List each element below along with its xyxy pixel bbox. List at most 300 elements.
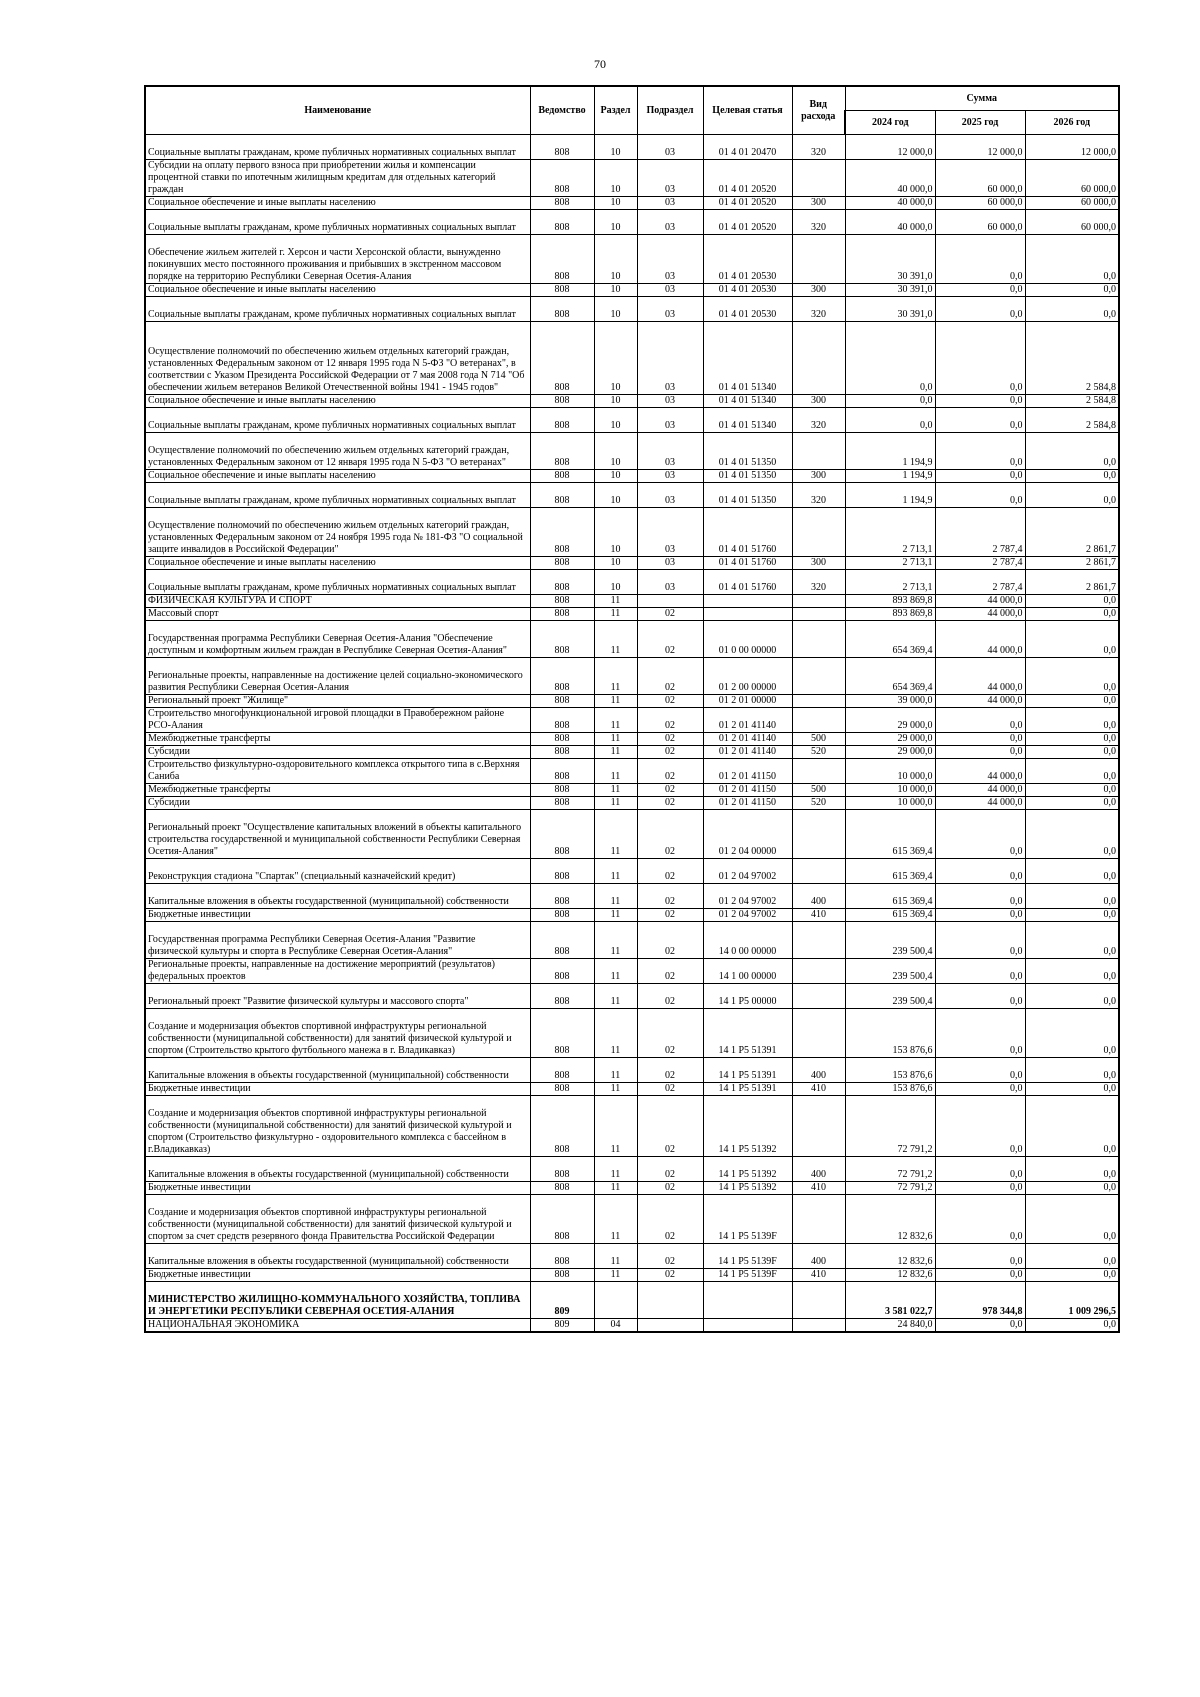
cell-target: 01 2 04 97002: [703, 859, 792, 884]
cell-name: Капитальные вложения в объекты государственной (муниципальной) собственности: [145, 1058, 530, 1083]
cell-name: Социальные выплаты гражданам, кроме публичных нормативных социальных выплат: [145, 483, 530, 508]
cell-2024: 29 000,0: [845, 708, 935, 733]
cell-subsection: 03: [637, 508, 703, 557]
cell-2025: 0,0: [935, 322, 1025, 395]
cell-dept: 808: [530, 859, 594, 884]
cell-2025: 60 000,0: [935, 197, 1025, 210]
cell-2026: 0,0: [1025, 959, 1119, 984]
cell-2026: 0,0: [1025, 784, 1119, 797]
cell-name: Социальное обеспечение и иные выплаты населению: [145, 470, 530, 483]
cell-target: 01 4 01 51350: [703, 470, 792, 483]
cell-name: МИНИСТЕРСТВО ЖИЛИЩНО-КОММУНАЛЬНОГО ХОЗЯЙСТВА, ТОПЛИВА И ЭНЕРГЕТИКИ РЕСПУБЛИКИ СЕВЕРНАЯ ОСЕТИЯ-АЛАНИЯ: [145, 1282, 530, 1319]
cell-2025: 0,0: [935, 1195, 1025, 1244]
cell-2025: 0,0: [935, 1058, 1025, 1083]
cell-target: 01 2 00 00000: [703, 658, 792, 695]
cell-subsection: 02: [637, 695, 703, 708]
cell-2026: 0,0: [1025, 595, 1119, 608]
cell-target: 01 2 01 41140: [703, 708, 792, 733]
cell-2026: 0,0: [1025, 433, 1119, 470]
cell-2025: 0,0: [935, 922, 1025, 959]
cell-dept: 808: [530, 570, 594, 595]
cell-section: 11: [594, 1009, 637, 1058]
cell-2024: 239 500,4: [845, 959, 935, 984]
cell-dept: 808: [530, 595, 594, 608]
col-header-name: Наименование: [145, 86, 530, 135]
cell-2025: 44 000,0: [935, 784, 1025, 797]
table-row: [145, 1244, 1119, 1269]
cell-subsection: 03: [637, 235, 703, 284]
cell-section: 10: [594, 135, 637, 160]
cell-expense: 410: [792, 1182, 845, 1195]
cell-name: Субсидии: [145, 746, 530, 759]
cell-2024: 0,0: [845, 322, 935, 395]
cell-target: 14 1 P5 51392: [703, 1157, 792, 1182]
cell-name: Реконструкция стадиона "Спартак" (специальный казначейский кредит): [145, 859, 530, 884]
cell-2025: 978 344,8: [935, 1282, 1025, 1319]
cell-name: Государственная программа Республики Северная Осетия-Алания "Обеспечение доступным и комфортным жильем граждан в Республике Северная Осетия-Алания": [145, 621, 530, 658]
cell-name: Социальные выплаты гражданам, кроме публичных нормативных социальных выплат: [145, 570, 530, 595]
cell-name: Строительство многофункциональной игровой площадки в Правобережном районе РСО-Алания: [145, 708, 530, 733]
cell-2025: 0,0: [935, 746, 1025, 759]
table-row: [145, 733, 1119, 746]
cell-section: 10: [594, 433, 637, 470]
cell-2025: 0,0: [935, 959, 1025, 984]
cell-section: 10: [594, 483, 637, 508]
cell-2026: 0,0: [1025, 1009, 1119, 1058]
col-header-2026: 2026 год: [1025, 111, 1119, 135]
cell-2026: 60 000,0: [1025, 210, 1119, 235]
cell-2026: 2 861,7: [1025, 570, 1119, 595]
cell-expense: 320: [792, 210, 845, 235]
cell-subsection: 02: [637, 884, 703, 909]
cell-2024: 10 000,0: [845, 784, 935, 797]
cell-target: 01 4 01 20470: [703, 135, 792, 160]
cell-section: 11: [594, 1182, 637, 1195]
cell-expense: 320: [792, 135, 845, 160]
cell-name: Осуществление полномочий по обеспечению жильем отдельных категорий граждан, установленных Федеральным законом от 24 ноября 1995 года № 181-ФЗ "О социальной защите инвалидов в Российской Федерации": [145, 508, 530, 557]
cell-section: 11: [594, 658, 637, 695]
cell-expense: [792, 759, 845, 784]
cell-2026: 2 584,8: [1025, 395, 1119, 408]
cell-expense: [792, 984, 845, 1009]
cell-subsection: 02: [637, 1182, 703, 1195]
cell-subsection: 03: [637, 322, 703, 395]
cell-2025: 44 000,0: [935, 658, 1025, 695]
cell-expense: 300: [792, 395, 845, 408]
table-row: [145, 508, 1119, 557]
cell-dept: 808: [530, 708, 594, 733]
cell-name: Массовый спорт: [145, 608, 530, 621]
cell-subsection: 02: [637, 810, 703, 859]
cell-dept: 808: [530, 135, 594, 160]
cell-subsection: 03: [637, 570, 703, 595]
cell-expense: [792, 859, 845, 884]
cell-name: Региональные проекты, направленные на достижение целей социально-экономического развития Республики Северная Осетия-Алания: [145, 658, 530, 695]
table-row: [145, 570, 1119, 595]
cell-2024: 39 000,0: [845, 695, 935, 708]
cell-dept: 808: [530, 797, 594, 810]
cell-subsection: 03: [637, 433, 703, 470]
cell-2026: 0,0: [1025, 658, 1119, 695]
cell-expense: 400: [792, 1058, 845, 1083]
cell-2026: 0,0: [1025, 759, 1119, 784]
cell-2024: 72 791,2: [845, 1157, 935, 1182]
cell-subsection: 03: [637, 408, 703, 433]
cell-name: Межбюджетные трансферты: [145, 784, 530, 797]
cell-2025: 0,0: [935, 433, 1025, 470]
cell-expense: [792, 1319, 845, 1333]
cell-expense: [792, 1195, 845, 1244]
cell-subsection: 02: [637, 909, 703, 922]
page-number: 70: [594, 57, 606, 71]
cell-section: 10: [594, 408, 637, 433]
cell-name: Бюджетные инвестиции: [145, 1182, 530, 1195]
cell-expense: [792, 433, 845, 470]
cell-target: 01 2 04 97002: [703, 909, 792, 922]
cell-section: 10: [594, 197, 637, 210]
cell-2026: 0,0: [1025, 1157, 1119, 1182]
cell-dept: 808: [530, 395, 594, 408]
cell-2024: 12 832,6: [845, 1244, 935, 1269]
table-body: [145, 135, 1119, 1333]
cell-2025: 0,0: [935, 1269, 1025, 1282]
cell-2025: 0,0: [935, 235, 1025, 284]
cell-subsection: 03: [637, 284, 703, 297]
cell-subsection: 02: [637, 733, 703, 746]
cell-2025: 0,0: [935, 884, 1025, 909]
cell-2026: 0,0: [1025, 810, 1119, 859]
cell-expense: [792, 695, 845, 708]
table-row: [145, 135, 1119, 160]
cell-2024: 40 000,0: [845, 160, 935, 197]
cell-expense: 300: [792, 470, 845, 483]
cell-target: 14 1 P5 51391: [703, 1058, 792, 1083]
cell-dept: 808: [530, 984, 594, 1009]
cell-section: 04: [594, 1319, 637, 1333]
cell-target: 14 1 P5 51391: [703, 1009, 792, 1058]
cell-subsection: 02: [637, 608, 703, 621]
cell-expense: 410: [792, 1269, 845, 1282]
cell-expense: 400: [792, 1244, 845, 1269]
cell-2026: 0,0: [1025, 859, 1119, 884]
cell-dept: 808: [530, 922, 594, 959]
cell-2026: 12 000,0: [1025, 135, 1119, 160]
cell-dept: 808: [530, 746, 594, 759]
cell-2024: 29 000,0: [845, 733, 935, 746]
cell-target: 14 1 P5 5139F: [703, 1195, 792, 1244]
cell-subsection: 02: [637, 1157, 703, 1182]
cell-2024: 615 369,4: [845, 810, 935, 859]
cell-target: 01 2 01 41140: [703, 733, 792, 746]
cell-2025: 2 787,4: [935, 557, 1025, 570]
cell-target: 14 1 00 00000: [703, 959, 792, 984]
cell-2024: 12 832,6: [845, 1269, 935, 1282]
cell-2024: 239 500,4: [845, 922, 935, 959]
cell-2026: 0,0: [1025, 1195, 1119, 1244]
cell-2025: 0,0: [935, 483, 1025, 508]
cell-name: Социальные выплаты гражданам, кроме публичных нормативных социальных выплат: [145, 135, 530, 160]
table-row: [145, 797, 1119, 810]
cell-section: 10: [594, 235, 637, 284]
cell-target: 14 1 P5 5139F: [703, 1244, 792, 1269]
cell-target: 01 4 01 51760: [703, 557, 792, 570]
cell-section: 11: [594, 746, 637, 759]
cell-target: 14 0 00 00000: [703, 922, 792, 959]
cell-subsection: [637, 1282, 703, 1319]
table-row: [145, 595, 1119, 608]
cell-name: Осуществление полномочий по обеспечению жильем отдельных категорий граждан, установленных Федеральным законом от 12 января 1995 года N 5-ФЗ "О ветеранах": [145, 433, 530, 470]
cell-section: 11: [594, 1083, 637, 1096]
cell-section: 11: [594, 759, 637, 784]
cell-target: [703, 1319, 792, 1333]
cell-target: 01 4 01 20520: [703, 197, 792, 210]
cell-2024: 24 840,0: [845, 1319, 935, 1333]
cell-dept: 808: [530, 235, 594, 284]
cell-2025: 0,0: [935, 733, 1025, 746]
cell-2025: 0,0: [935, 1083, 1025, 1096]
cell-2026: 0,0: [1025, 1058, 1119, 1083]
cell-dept: 808: [530, 160, 594, 197]
cell-subsection: 02: [637, 746, 703, 759]
cell-name: Региональный проект "Развитие физической культуры и массового спорта": [145, 984, 530, 1009]
cell-2026: 60 000,0: [1025, 160, 1119, 197]
cell-dept: 808: [530, 557, 594, 570]
cell-2024: 3 581 022,7: [845, 1282, 935, 1319]
cell-subsection: 03: [637, 297, 703, 322]
cell-expense: [792, 810, 845, 859]
cell-2025: 2 787,4: [935, 570, 1025, 595]
cell-2025: 0,0: [935, 470, 1025, 483]
cell-section: 11: [594, 1269, 637, 1282]
cell-target: 01 4 01 20530: [703, 297, 792, 322]
cell-subsection: 03: [637, 197, 703, 210]
table-row: [145, 1096, 1119, 1157]
cell-section: 11: [594, 695, 637, 708]
cell-expense: [792, 959, 845, 984]
cell-target: [703, 1282, 792, 1319]
cell-subsection: 02: [637, 859, 703, 884]
table-row: [145, 884, 1119, 909]
cell-subsection: 02: [637, 922, 703, 959]
cell-target: 14 1 P5 51392: [703, 1182, 792, 1195]
table-row: [145, 284, 1119, 297]
cell-section: 11: [594, 708, 637, 733]
table-row: [145, 959, 1119, 984]
cell-name: Социальные выплаты гражданам, кроме публичных нормативных социальных выплат: [145, 210, 530, 235]
cell-dept: 808: [530, 284, 594, 297]
cell-target: 14 1 P5 00000: [703, 984, 792, 1009]
cell-subsection: 02: [637, 708, 703, 733]
cell-expense: 300: [792, 557, 845, 570]
table-row: [145, 160, 1119, 197]
col-header-expense: Вид расхода: [792, 86, 845, 135]
table-row: [145, 658, 1119, 695]
cell-section: 10: [594, 395, 637, 408]
cell-section: 11: [594, 810, 637, 859]
cell-2024: 1 194,9: [845, 470, 935, 483]
table-row: [145, 784, 1119, 797]
cell-target: 14 1 P5 51392: [703, 1096, 792, 1157]
cell-target: 01 4 01 51760: [703, 508, 792, 557]
cell-name: Капитальные вложения в объекты государственной (муниципальной) собственности: [145, 1157, 530, 1182]
cell-name: Региональный проект "Жилище": [145, 695, 530, 708]
cell-dept: 808: [530, 1244, 594, 1269]
cell-2024: 0,0: [845, 408, 935, 433]
cell-subsection: 02: [637, 984, 703, 1009]
cell-subsection: 02: [637, 959, 703, 984]
cell-section: 10: [594, 557, 637, 570]
cell-2025: 0,0: [935, 810, 1025, 859]
cell-dept: 808: [530, 1083, 594, 1096]
cell-expense: 320: [792, 297, 845, 322]
cell-name: Социальные выплаты гражданам, кроме публичных нормативных социальных выплат: [145, 297, 530, 322]
table-row: [145, 1009, 1119, 1058]
table-row: [145, 433, 1119, 470]
budget-table: [144, 85, 1120, 1333]
cell-2026: 2 584,8: [1025, 408, 1119, 433]
table-row: [145, 235, 1119, 284]
cell-target: 01 2 04 97002: [703, 884, 792, 909]
table-row: [145, 695, 1119, 708]
cell-2025: 44 000,0: [935, 608, 1025, 621]
cell-section: 11: [594, 884, 637, 909]
cell-2025: 44 000,0: [935, 621, 1025, 658]
cell-2024: 2 713,1: [845, 557, 935, 570]
cell-section: 11: [594, 922, 637, 959]
cell-subsection: 02: [637, 784, 703, 797]
cell-2025: 44 000,0: [935, 695, 1025, 708]
col-header-target: Целевая статья: [703, 86, 792, 135]
cell-subsection: 03: [637, 483, 703, 508]
table-row: [145, 1182, 1119, 1195]
cell-name: ФИЗИЧЕСКАЯ КУЛЬТУРА И СПОРТ: [145, 595, 530, 608]
table-row: [145, 621, 1119, 658]
cell-dept: 808: [530, 1009, 594, 1058]
cell-2025: 44 000,0: [935, 595, 1025, 608]
cell-2024: 72 791,2: [845, 1182, 935, 1195]
cell-target: [703, 595, 792, 608]
cell-dept: 808: [530, 322, 594, 395]
cell-expense: 320: [792, 408, 845, 433]
cell-2026: 0,0: [1025, 695, 1119, 708]
cell-dept: 809: [530, 1282, 594, 1319]
cell-target: 01 4 01 20530: [703, 284, 792, 297]
col-header-dept: Ведомство: [530, 86, 594, 135]
cell-2026: 0,0: [1025, 1182, 1119, 1195]
cell-dept: 808: [530, 784, 594, 797]
cell-2025: 0,0: [935, 395, 1025, 408]
cell-2025: 0,0: [935, 708, 1025, 733]
cell-2025: 0,0: [935, 859, 1025, 884]
cell-2026: 1 009 296,5: [1025, 1282, 1119, 1319]
cell-dept: 808: [530, 810, 594, 859]
table-row: [145, 922, 1119, 959]
cell-2024: 1 194,9: [845, 433, 935, 470]
cell-2026: 60 000,0: [1025, 197, 1119, 210]
cell-2024: 2 713,1: [845, 570, 935, 595]
cell-subsection: [637, 1319, 703, 1333]
cell-subsection: 02: [637, 1269, 703, 1282]
cell-2025: 60 000,0: [935, 210, 1025, 235]
cell-2024: 0,0: [845, 395, 935, 408]
cell-name: Капитальные вложения в объекты государственной (муниципальной) собственности: [145, 1244, 530, 1269]
cell-expense: [792, 1282, 845, 1319]
cell-2024: 10 000,0: [845, 797, 935, 810]
table-row: [145, 322, 1119, 395]
cell-dept: 808: [530, 1269, 594, 1282]
cell-2024: 12 832,6: [845, 1195, 935, 1244]
table-row: [145, 1269, 1119, 1282]
cell-target: 01 4 01 51760: [703, 570, 792, 595]
cell-dept: 808: [530, 197, 594, 210]
cell-2026: 0,0: [1025, 708, 1119, 733]
cell-2024: 893 869,8: [845, 608, 935, 621]
col-header-section: Раздел: [594, 86, 637, 135]
cell-2026: 2 861,7: [1025, 557, 1119, 570]
cell-name: Осуществление полномочий по обеспечению жильем отдельных категорий граждан, установленных Федеральным законом от 12 января 1995 года N 5-ФЗ "О ветеранах", в соответствии с Указом Президента Российской Федерации от 7 мая 2008 года N 714 "Об обеспечении жильем ветеранов Великой Отечественной войны 1941 - 1945 годов": [145, 322, 530, 395]
cell-2026: 0,0: [1025, 235, 1119, 284]
cell-name: Региональный проект "Осуществление капитальных вложений в объекты капитального строительства государственной и муниципальной собственности Республики Северная Осетия-Алания": [145, 810, 530, 859]
cell-expense: 300: [792, 197, 845, 210]
cell-section: 11: [594, 1244, 637, 1269]
cell-2026: 0,0: [1025, 1269, 1119, 1282]
cell-expense: [792, 708, 845, 733]
cell-expense: 400: [792, 884, 845, 909]
col-header-subsection: Подраздел: [637, 86, 703, 135]
cell-subsection: 02: [637, 658, 703, 695]
cell-expense: 520: [792, 797, 845, 810]
cell-name: Бюджетные инвестиции: [145, 1269, 530, 1282]
cell-2024: 153 876,6: [845, 1058, 935, 1083]
cell-dept: 808: [530, 909, 594, 922]
cell-2026: 0,0: [1025, 1319, 1119, 1333]
cell-2025: 0,0: [935, 284, 1025, 297]
cell-2024: 12 000,0: [845, 135, 935, 160]
cell-expense: [792, 1009, 845, 1058]
cell-2025: 44 000,0: [935, 759, 1025, 784]
table-row: [145, 708, 1119, 733]
cell-name: Социальное обеспечение и иные выплаты населению: [145, 557, 530, 570]
cell-expense: 320: [792, 483, 845, 508]
cell-subsection: 02: [637, 1096, 703, 1157]
cell-target: 01 2 01 41150: [703, 759, 792, 784]
cell-dept: 808: [530, 759, 594, 784]
cell-dept: 808: [530, 1058, 594, 1083]
cell-2026: 0,0: [1025, 984, 1119, 1009]
cell-subsection: 03: [637, 135, 703, 160]
table-row: [145, 909, 1119, 922]
cell-dept: 808: [530, 1157, 594, 1182]
cell-2024: 239 500,4: [845, 984, 935, 1009]
table-row: [145, 483, 1119, 508]
cell-2025: 0,0: [935, 1009, 1025, 1058]
cell-section: 10: [594, 210, 637, 235]
cell-2026: 0,0: [1025, 297, 1119, 322]
cell-section: 11: [594, 1058, 637, 1083]
table-row: [145, 746, 1119, 759]
cell-target: 01 4 01 51350: [703, 433, 792, 470]
cell-section: 11: [594, 595, 637, 608]
table-row: [145, 759, 1119, 784]
cell-2024: 2 713,1: [845, 508, 935, 557]
cell-expense: [792, 235, 845, 284]
cell-name: Государственная программа Республики Северная Осетия-Алания "Развитие физической культуры и спорта в Республике Северная Осетия-Алания": [145, 922, 530, 959]
cell-2024: 30 391,0: [845, 284, 935, 297]
table-row: [145, 810, 1119, 859]
cell-2024: 615 369,4: [845, 909, 935, 922]
cell-2024: 1 194,9: [845, 483, 935, 508]
cell-2026: 0,0: [1025, 909, 1119, 922]
